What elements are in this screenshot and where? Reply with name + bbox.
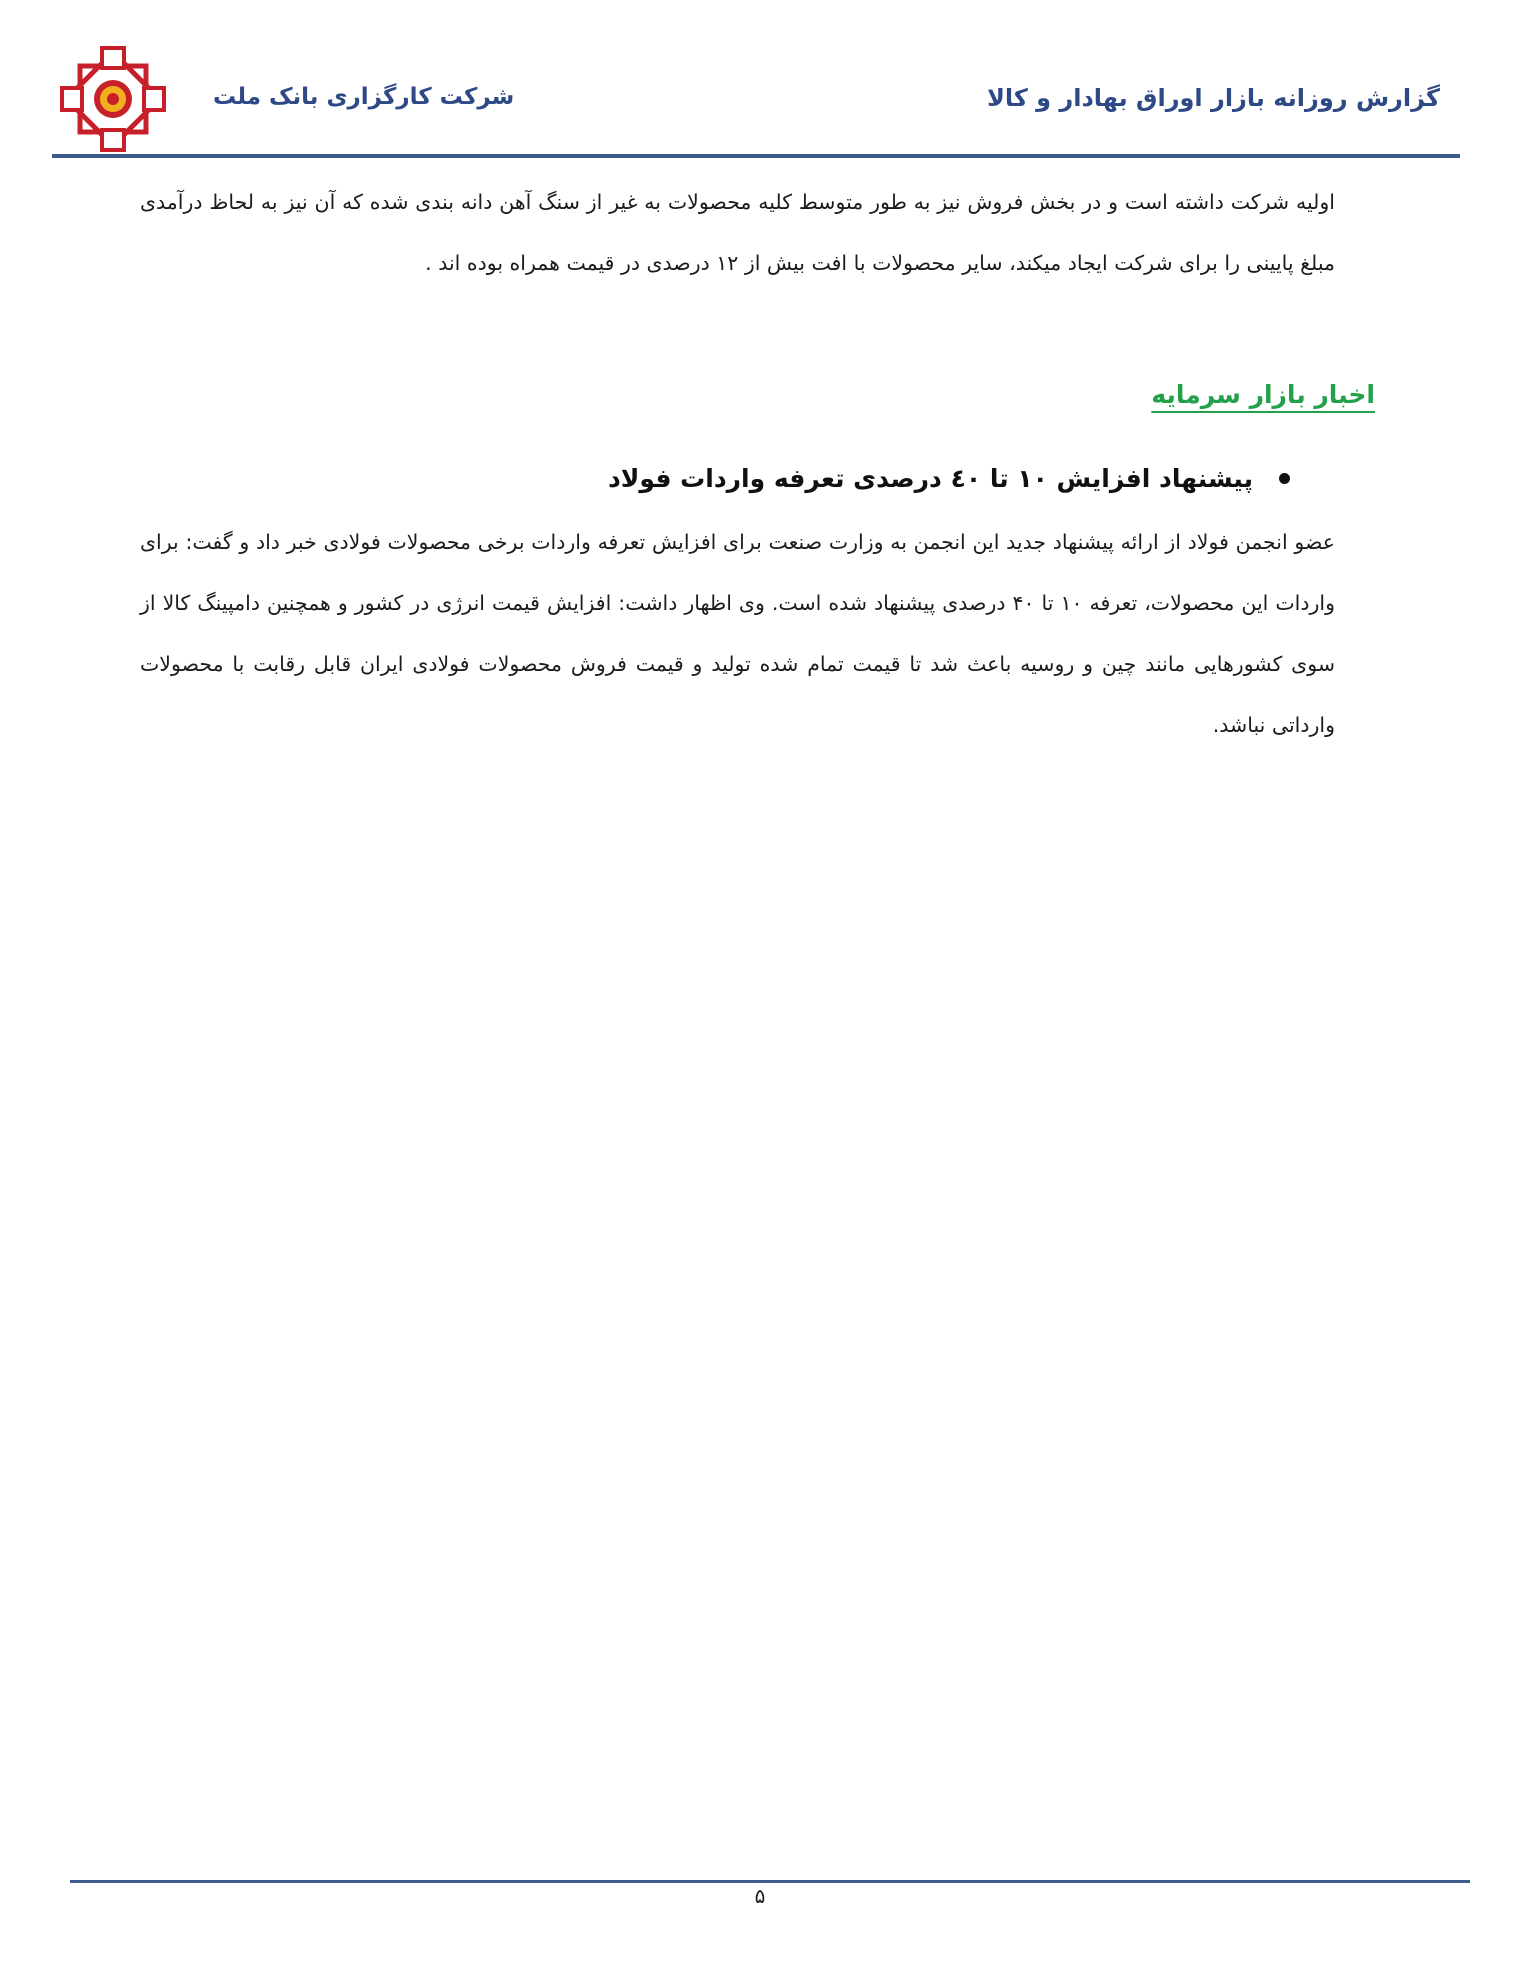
- bank-mellat-logo: [58, 44, 168, 154]
- header-divider: [52, 154, 1460, 158]
- report-title: گزارش روزانه بازار اوراق بهادار و کالا: [986, 84, 1440, 112]
- page-number: ۵: [754, 1884, 766, 1908]
- intro-paragraph: اولیه شرکت داشته است و در بخش فروش نیز به طور متوسط کلیه محصولات به غیر از سنگ آهن دانه بندی شده که آن نیز به لحاظ درآمدی مبلغ پایینی را برای شرکت ایجاد میکند، سایر محصولات با افت بیش از ۱۲ درصدی در قیمت همراه بوده اند .: [140, 190, 1335, 275]
- company-name: شرکت کارگزاری بانک ملت: [213, 84, 515, 110]
- news-title: پیشنهاد افزایش ۱۰ تا ٤٠ درصدی تعرفه واردات فولاد: [607, 464, 1253, 493]
- bullet-icon: [1279, 473, 1290, 484]
- section-heading: اخبار بازار سرمایه: [1151, 380, 1375, 409]
- footer-divider: [70, 1880, 1470, 1883]
- news-body: عضو انجمن فولاد از ارائه پیشنهاد جدید این انجمن به وزارت صنعت برای افزایش تعرفه واردات برخی محصولات فولادی خبر داد و گفت: برای واردات این محصولات، تعرفه ۱۰ تا ۴۰ درصدی پیشنهاد شده است. وی اظهار داشت: افزایش قیمت انرژی در کشور و همچنین دامپینگ کالا از سوی کشورهایی مانند چین و روسیه باعث شد تا قیمت تمام شده تولید و قیمت فروش محصولات فولادی ایران قابل رقابت با محصولات وارداتی نباشد.: [140, 530, 1335, 737]
- news-item-heading: [608, 464, 1290, 493]
